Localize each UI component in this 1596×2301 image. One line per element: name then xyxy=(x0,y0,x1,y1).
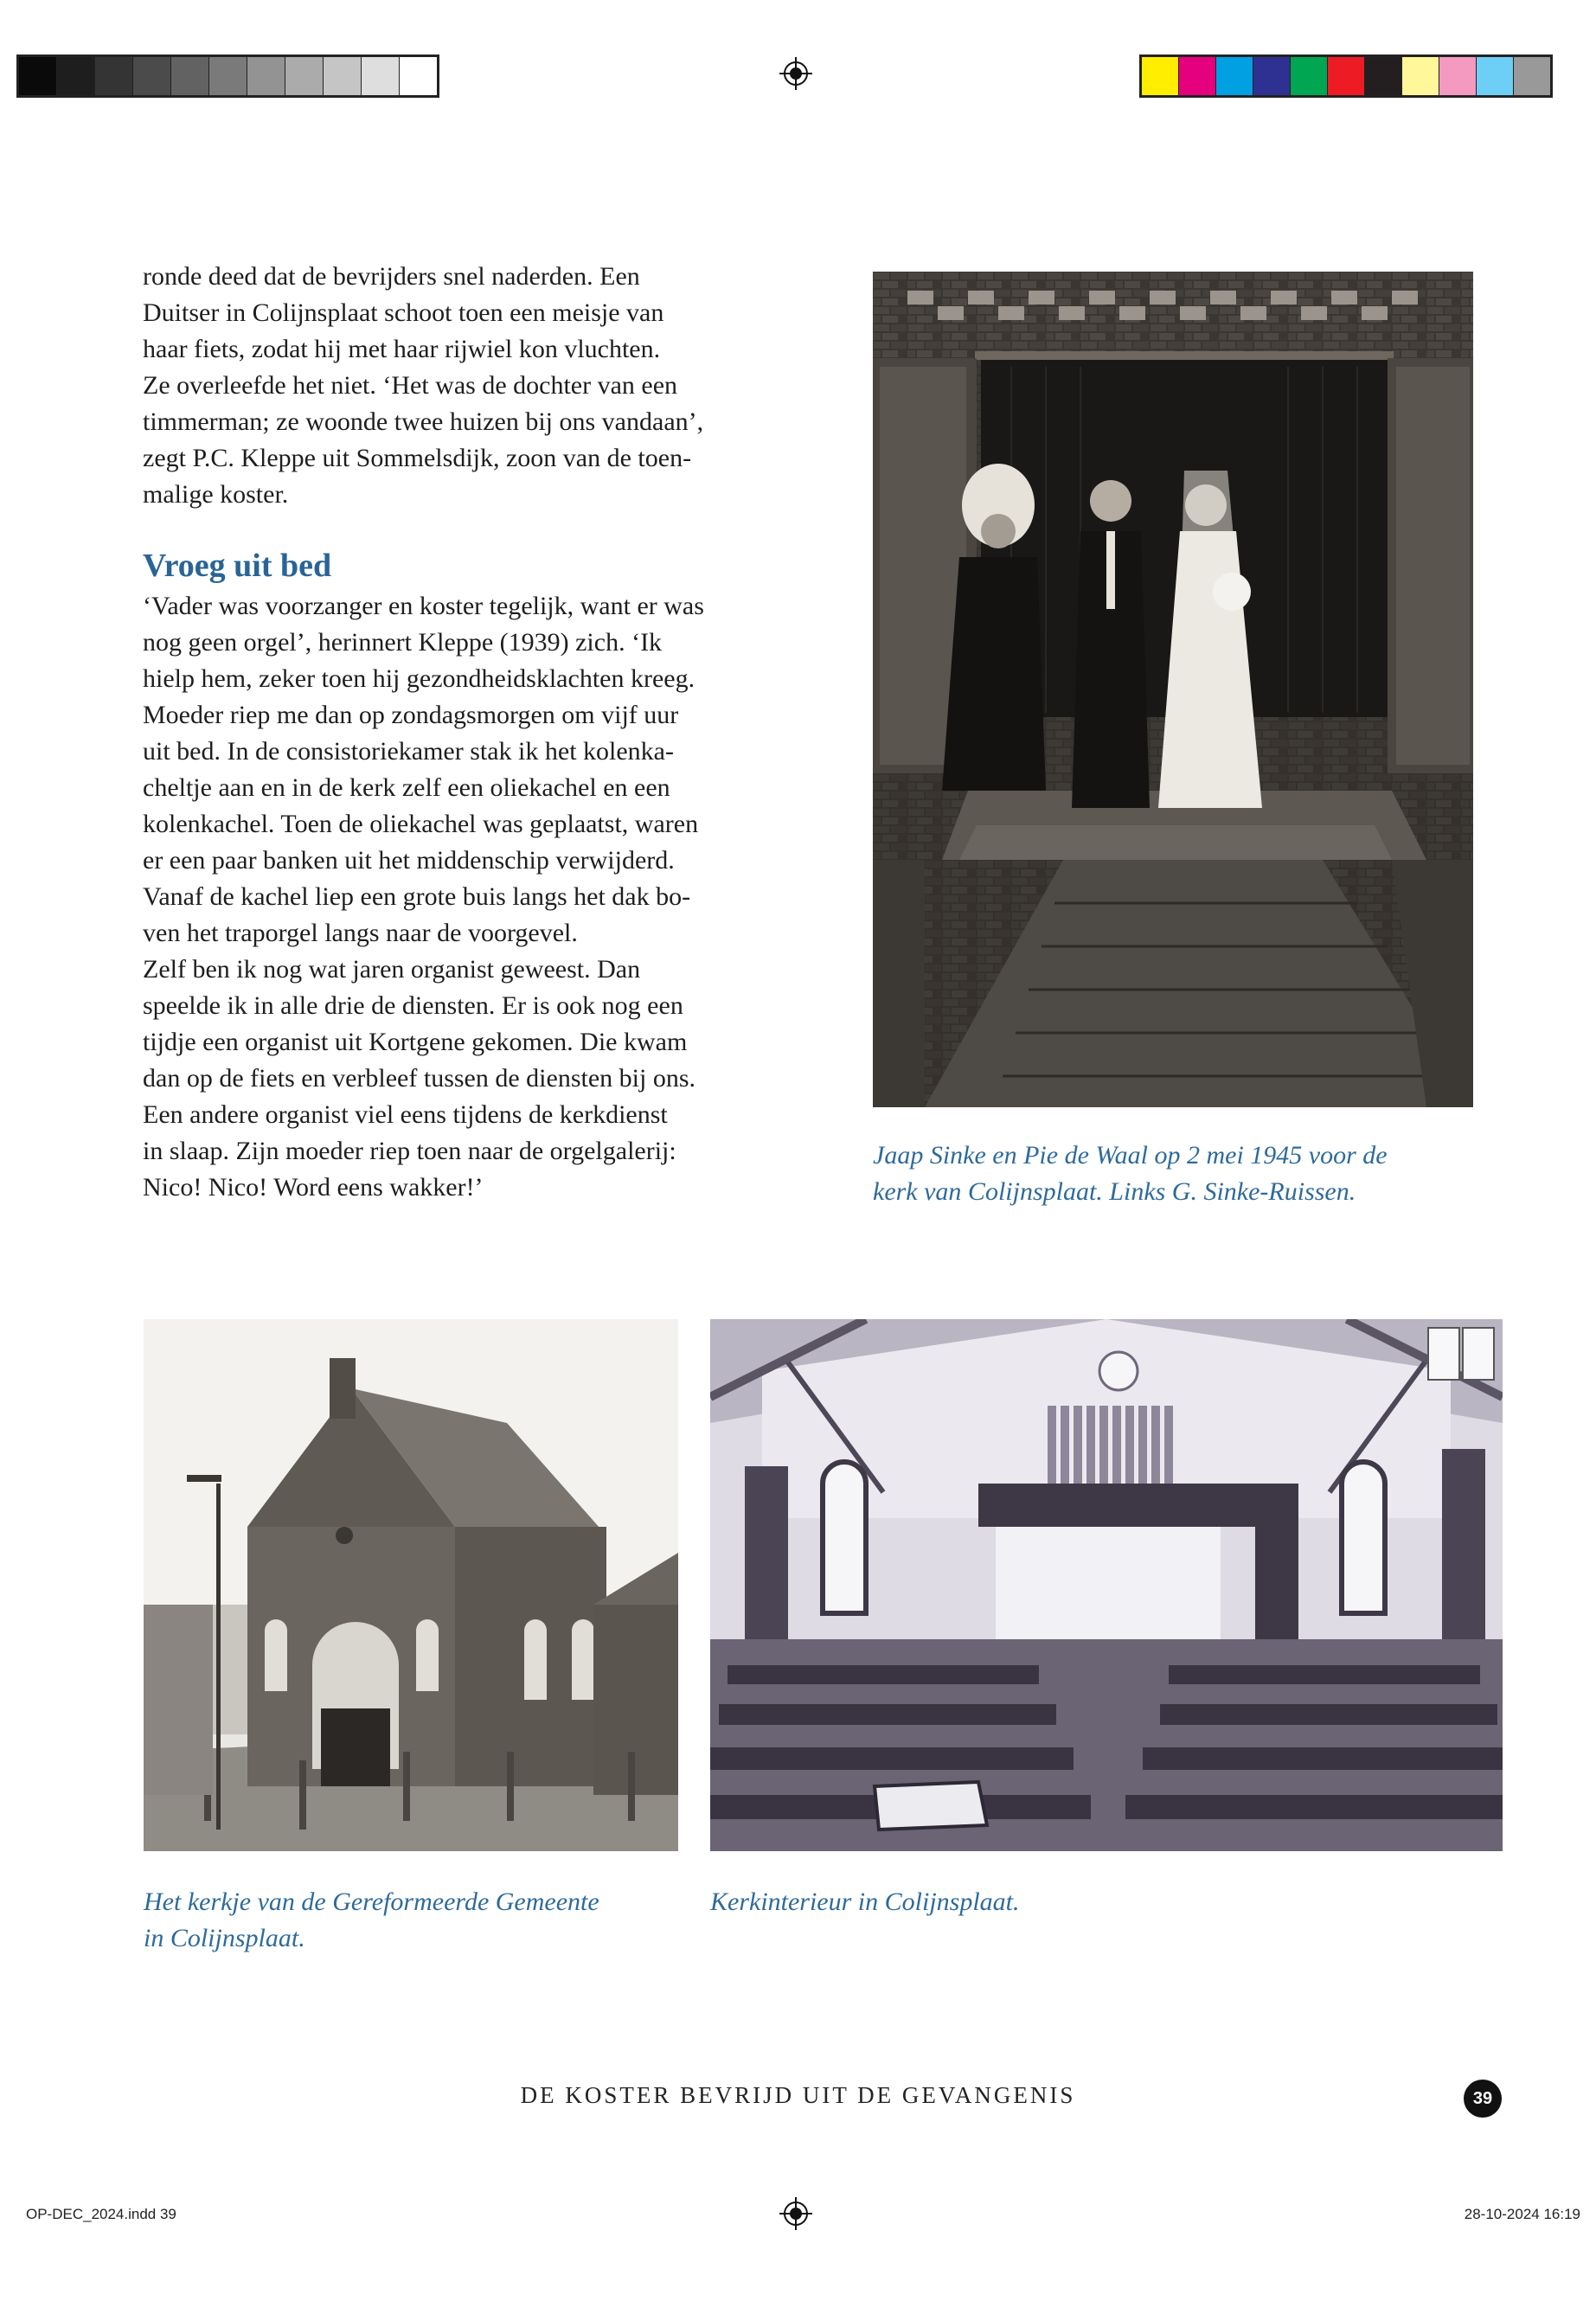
church-exterior-photo xyxy=(144,1319,678,1851)
color-calibration-bar xyxy=(1139,54,1553,98)
color-swatch xyxy=(1439,57,1477,95)
church-interior-caption xyxy=(710,1884,1316,1920)
text-line: hielp hem, zeker toen hij gezondheidsklachten kreeg. xyxy=(143,664,695,693)
text-line: in slaap. Zijn moeder riep toen naar de orgelgalerij: xyxy=(143,1137,676,1165)
color-swatch xyxy=(1142,57,1179,95)
text-line: timmerman; ze woonde twee huizen bij ons vandaan’, xyxy=(143,407,704,436)
caption-line: Het kerkje van de Gereformeerde Gemeente xyxy=(144,1888,599,1916)
running-title: DE KOSTER BEVRIJD UIT DE GEVANGENIS xyxy=(520,2082,1076,2108)
text-line: Vanaf de kachel liep een grote buis langs het dak bo- xyxy=(143,882,691,911)
color-swatch xyxy=(1365,57,1402,95)
text-line: tijdje een organist uit Kortgene gekomen. Die kwam xyxy=(143,1028,688,1056)
page-number: 39 xyxy=(1464,2080,1502,2118)
wedding-photo-caption xyxy=(873,1138,1530,1210)
text-line: Moeder riep me dan op zondagsmorgen om vijf uur xyxy=(143,701,679,729)
gray-swatch xyxy=(209,57,247,95)
text-line: malige koster. xyxy=(143,480,289,509)
section-heading: Vroeg uit bed xyxy=(143,548,332,584)
text-line: Een andere organist viel eens tijdens de kerkdienst xyxy=(143,1100,668,1129)
text-line: uit bed. In de consistoriekamer stak ik het kolenka- xyxy=(143,737,674,766)
text-line: haar fiets, zodat hij met haar rijwiel kon vluchten. xyxy=(143,335,661,363)
text-line: cheltje aan en in de kerk zelf een oliekachel en een xyxy=(143,773,670,802)
caption-line: in Colijnsplaat. xyxy=(144,1924,305,1952)
color-swatch xyxy=(1253,57,1291,95)
grayscale-calibration-bar xyxy=(16,54,439,98)
intro-paragraph xyxy=(143,259,800,513)
color-swatch xyxy=(1402,57,1439,95)
gray-swatch xyxy=(324,57,362,95)
text-line: nog geen orgel’, herinnert Kleppe (1939) zich. ‘Ik xyxy=(143,628,663,657)
text-line: Zelf ben ik nog wat jaren organist geweest. Dan xyxy=(143,955,641,984)
slug-file-info: OP-DEC_2024.indd 39 xyxy=(26,2206,176,2222)
section-paragraph xyxy=(143,588,800,1206)
church-interior-photo xyxy=(710,1319,1503,1851)
text-line: er een paar banken uit het middenschip verwijderd. xyxy=(143,846,675,875)
color-swatch xyxy=(1328,57,1365,95)
text-line: ven het traporgel langs naar de voorgevel. xyxy=(143,919,578,947)
caption-line: Kerkinterieur in Colijnsplaat. xyxy=(710,1888,1020,1916)
gray-swatch xyxy=(247,57,285,95)
church-exterior-caption xyxy=(144,1884,697,1957)
gray-swatch xyxy=(133,57,171,95)
color-swatch xyxy=(1514,57,1550,95)
text-line: ronde deed dat de bevrijders snel naderden. Een xyxy=(143,262,640,291)
gray-swatch xyxy=(95,57,133,95)
wedding-photo xyxy=(873,272,1473,1107)
gray-swatch xyxy=(285,57,324,95)
gray-swatch xyxy=(19,57,57,95)
slug-date-info: 28-10-2024 16:19 xyxy=(1464,2206,1580,2222)
color-swatch xyxy=(1291,57,1328,95)
color-swatch xyxy=(1216,57,1253,95)
gray-swatch xyxy=(400,57,437,95)
registration-mark-icon xyxy=(779,57,812,90)
text-line: dan op de fiets en verbleef tussen de diensten bij ons. xyxy=(143,1064,695,1093)
color-swatch xyxy=(1179,57,1216,95)
color-swatch xyxy=(1477,57,1514,95)
registration-mark-icon xyxy=(779,2197,812,2230)
text-line: Ze overleefde het niet. ‘Het was de dochter van een xyxy=(143,371,678,400)
text-line: speelde ik in alle drie de diensten. Er is ook nog een xyxy=(143,991,683,1020)
text-line: kolenkachel. Toen de oliekachel was geplaatst, waren xyxy=(143,810,699,838)
text-line: Nico! Nico! Word eens wakker!’ xyxy=(143,1173,484,1202)
caption-line: kerk van Colijnsplaat. Links G. Sinke-Ruissen. xyxy=(873,1177,1356,1206)
gray-swatch xyxy=(362,57,400,95)
text-line: zegt P.C. Kleppe uit Sommelsdijk, zoon van de toen- xyxy=(143,444,692,472)
caption-line: Jaap Sinke en Pie de Waal op 2 mei 1945 voor de xyxy=(873,1141,1388,1170)
gray-swatch xyxy=(57,57,95,95)
text-line: Duitser in Colijnsplaat schoot toen een meisje van xyxy=(143,298,664,327)
text-line: ‘Vader was voorzanger en koster tegelijk, want er was xyxy=(143,592,704,620)
gray-swatch xyxy=(171,57,209,95)
